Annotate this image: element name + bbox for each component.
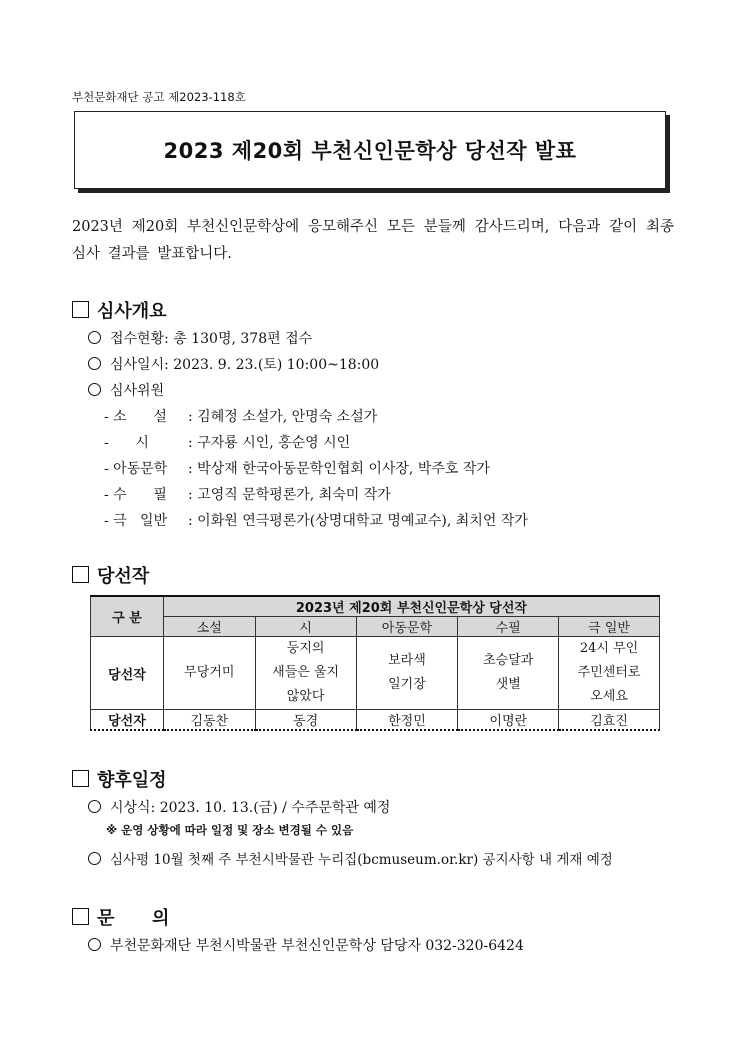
winner-name: 한정민 bbox=[356, 710, 458, 731]
winning-work: 무당거미 bbox=[163, 637, 255, 710]
winners-table bbox=[90, 595, 660, 731]
judge-row bbox=[104, 458, 490, 478]
category-novel: 소설 bbox=[163, 617, 255, 637]
winning-work: 24시 무인 주민센터로 오세요 bbox=[559, 637, 660, 710]
table-header-category: 구 분 bbox=[91, 596, 164, 637]
judge-category: - 아동문학 bbox=[104, 461, 168, 477]
checkbox-square-icon bbox=[72, 301, 89, 318]
checkbox-square-icon bbox=[72, 770, 89, 787]
overview-receipt bbox=[88, 328, 312, 348]
section-schedule-title: 향후일정 bbox=[97, 770, 167, 791]
judge-category: - 수 필 bbox=[104, 487, 167, 503]
section-schedule-heading bbox=[72, 766, 167, 792]
overview-date bbox=[88, 354, 379, 374]
judge-row bbox=[104, 432, 350, 452]
category-poetry: 시 bbox=[255, 617, 356, 637]
circle-bullet-icon bbox=[88, 357, 101, 370]
overview-receipt-text: 접수현황: 총 130명, 378편 접수 bbox=[110, 331, 313, 347]
category-childrens: 아동문학 bbox=[356, 617, 458, 637]
overview-judges-heading bbox=[88, 380, 164, 400]
winner-name: 이명란 bbox=[458, 710, 559, 731]
winner-name: 김효진 bbox=[559, 710, 660, 731]
intro-paragraph: 2023년 제20회 부천신인문학상에 응모해주신 모든 분들께 감사드리며, 다음과 같이 최종 심사 결과를 발표합니다. bbox=[72, 219, 674, 262]
section-overview-title: 심사개요 bbox=[97, 301, 167, 322]
schedule-review-text: 심사평 10월 첫째 주 부천시박물관 누리집(bcmuseum.or.kr) 공지사항 내 게재 예정 bbox=[110, 852, 613, 868]
judge-names: : 김혜정 소설가, 안명숙 소설가 bbox=[188, 409, 378, 425]
schedule-ceremony bbox=[88, 797, 390, 817]
judge-row bbox=[104, 406, 377, 426]
circle-bullet-icon bbox=[88, 383, 101, 396]
section-contact-title: 문 의 bbox=[97, 908, 170, 929]
notice-number: 부천문화재단 공고 제2023-118호 bbox=[72, 90, 246, 104]
category-drama: 극 일반 bbox=[559, 617, 660, 637]
winner-name: 김동찬 bbox=[163, 710, 255, 731]
judges-heading-text: 심사위원 bbox=[110, 383, 165, 399]
winning-work: 보라색 일기장 bbox=[356, 637, 458, 710]
row-label-authors: 당선자 bbox=[91, 710, 164, 731]
schedule-ceremony-text: 시상식: 2023. 10. 13.(금) / 수주문학관 예정 bbox=[110, 800, 391, 816]
circle-bullet-icon bbox=[88, 938, 101, 951]
winning-work: 초승달과 샛별 bbox=[458, 637, 559, 710]
judge-row bbox=[104, 510, 528, 530]
section-winners-heading bbox=[72, 562, 149, 588]
judge-names: : 구자룡 시인, 홍순영 시인 bbox=[188, 435, 351, 451]
circle-bullet-icon bbox=[88, 800, 101, 813]
judge-row bbox=[104, 484, 391, 504]
section-overview-heading bbox=[72, 297, 167, 323]
schedule-review bbox=[88, 848, 613, 868]
contact-line bbox=[88, 935, 524, 955]
page-title: 2023 제20회 부천신인문학상 당선작 발표 bbox=[163, 139, 577, 163]
circle-bullet-icon bbox=[88, 852, 101, 865]
judge-names: : 고영직 문학평론가, 최숙미 작가 bbox=[188, 487, 391, 503]
judge-category: - 시 bbox=[104, 435, 149, 451]
row-label-works: 당선작 bbox=[91, 637, 164, 710]
circle-bullet-icon bbox=[88, 331, 101, 344]
table-title: 2023년 제20회 부천신인문학상 당선작 bbox=[163, 596, 659, 617]
judge-category: - 극 일반 bbox=[104, 513, 168, 529]
judge-names: : 이화원 연극평론가(상명대학교 명예교수), 최치언 작가 bbox=[188, 513, 528, 529]
category-essay: 수필 bbox=[458, 617, 559, 637]
checkbox-square-icon bbox=[72, 566, 89, 583]
schedule-note: ※ 운영 상황에 따라 일정 및 장소 변경될 수 있음 bbox=[106, 823, 354, 837]
section-contact-heading bbox=[72, 904, 169, 930]
judge-names: : 박상재 한국아동문학인협회 이사장, 박주호 작가 bbox=[188, 461, 490, 477]
section-winners-title: 당선작 bbox=[97, 566, 150, 587]
checkbox-square-icon bbox=[72, 908, 89, 925]
contact-text: 부천문화재단 부천시박물관 부천신인문학상 담당자 032-320-6424 bbox=[110, 938, 524, 954]
judge-category: - 소 설 bbox=[104, 409, 167, 425]
winner-name: 동경 bbox=[255, 710, 356, 731]
winning-work: 둥지의 새들은 울지 않았다 bbox=[255, 637, 356, 710]
title-box bbox=[74, 111, 666, 189]
overview-date-text: 심사일시: 2023. 9. 23.(토) 10:00~18:00 bbox=[110, 357, 380, 373]
